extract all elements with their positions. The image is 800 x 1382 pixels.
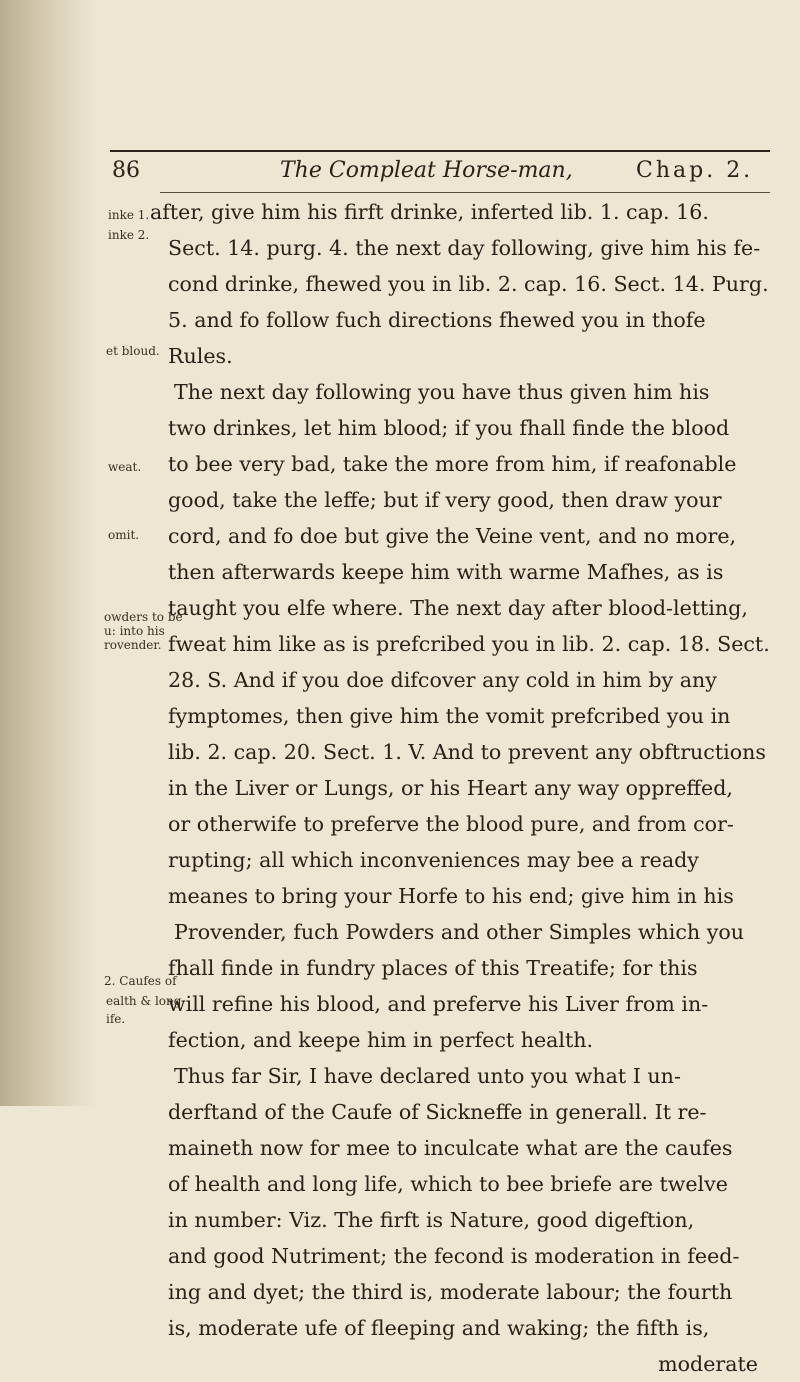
text-line: derftand of the Caufe of Sickneffe in generall. It re- bbox=[168, 1100, 707, 1124]
running-title: The Compleat Horse-man, bbox=[280, 158, 573, 183]
text-line: fymptomes, then give him the vomit prefcribed you in bbox=[168, 704, 731, 728]
text-line: 28. S. And if you doe difcover any cold in him by any bbox=[168, 668, 717, 692]
text-line: of health and long life, which to bee briefe are twelve bbox=[168, 1172, 728, 1196]
margin-note: et bloud. bbox=[106, 344, 160, 358]
text-line: 5. and fo follow fuch directions fhewed you in thofe bbox=[168, 308, 706, 332]
text-line: Rules. bbox=[168, 344, 233, 368]
text-line: Sect. 14. purg. 4. the next day following, give him his fe- bbox=[168, 236, 761, 260]
page-number: 86 bbox=[112, 158, 140, 183]
text-line: fweat him like as is prefcribed you in lib. 2. cap. 18. Sect. bbox=[168, 632, 770, 656]
margin-note: 2. Caufes of bbox=[104, 974, 177, 988]
text-line: in number: Viz. The firft is Nature, good digeftion, bbox=[168, 1208, 695, 1232]
text-line: meanes to bring your Horfe to his end; give him in his bbox=[168, 884, 734, 908]
text-line: or otherwife to preferve the blood pure, and from cor- bbox=[168, 812, 734, 836]
margin-note: omit. bbox=[108, 528, 140, 542]
text-line: Provender, fuch Powders and other Simples which you bbox=[174, 920, 745, 944]
text-line: is, moderate ufe of fleeping and waking; the fifth is, bbox=[168, 1316, 710, 1340]
text-line: The next day following you have thus given him his bbox=[174, 380, 710, 404]
text-line: after, give him his firft drinke, inferted lib. 1. cap. 16. bbox=[150, 200, 709, 224]
margin-note: owders to be bbox=[104, 610, 183, 624]
margin-note: inke 1. bbox=[108, 208, 150, 222]
catchword: moderate bbox=[658, 1352, 758, 1376]
text-line: will refine his blood, and preferve his Liver from in- bbox=[168, 992, 709, 1016]
text-line: cord, and fo doe but give the Veine vent, and no more, bbox=[168, 524, 737, 548]
header-rule bbox=[110, 150, 770, 152]
text-line: ing and dyet; the third is, moderate labour; the fourth bbox=[168, 1280, 733, 1304]
margin-note: ealth & long bbox=[106, 994, 182, 1008]
text-line: maineth now for mee to inculcate what are the caufes bbox=[168, 1136, 733, 1160]
text-line: in the Liver or Lungs, or his Heart any way oppreffed, bbox=[168, 776, 733, 800]
catchword-line bbox=[150, 1346, 782, 1382]
text-line: then afterwards keepe him with warme Mafhes, as is bbox=[168, 560, 724, 584]
chapter-label: Chap. 2. bbox=[636, 158, 754, 183]
margin-note-group bbox=[104, 610, 183, 652]
margin-note: rovender. bbox=[104, 638, 162, 652]
text-line: good, take the leffe; but if very good, then draw your bbox=[168, 488, 722, 512]
margin-note: weat. bbox=[108, 460, 142, 474]
text-line: lib. 2. cap. 20. Sect. 1. V. And to prevent any obftructions bbox=[168, 740, 766, 764]
text-line: rupting; all which inconveniences may bee a ready bbox=[168, 848, 699, 872]
margin-note: inke 2. bbox=[108, 228, 150, 242]
text-line: fection, and keepe him in perfect health. bbox=[168, 1028, 594, 1052]
text-line: fhall finde in fundry places of this Treatife; for this bbox=[168, 956, 698, 980]
text-line: and good Nutriment; the fecond is moderation in feed- bbox=[168, 1244, 740, 1268]
body-text bbox=[150, 194, 782, 1382]
text-line: to bee very bad, take the more from him, if reafonable bbox=[168, 452, 737, 476]
text-line: Thus far Sir, I have declared unto you what I un- bbox=[174, 1064, 681, 1088]
margin-note: ife. bbox=[106, 1012, 126, 1026]
header-underline bbox=[160, 192, 770, 193]
text-line: cond drinke, fhewed you in lib. 2. cap. 16. Sect. 14. Purg. bbox=[168, 272, 769, 296]
margin-note: u: into his bbox=[104, 624, 165, 638]
text-line: two drinkes, let him blood; if you fhall finde the blood bbox=[168, 416, 730, 440]
text-line: taught you elfe where. The next day after blood-letting, bbox=[168, 596, 748, 620]
